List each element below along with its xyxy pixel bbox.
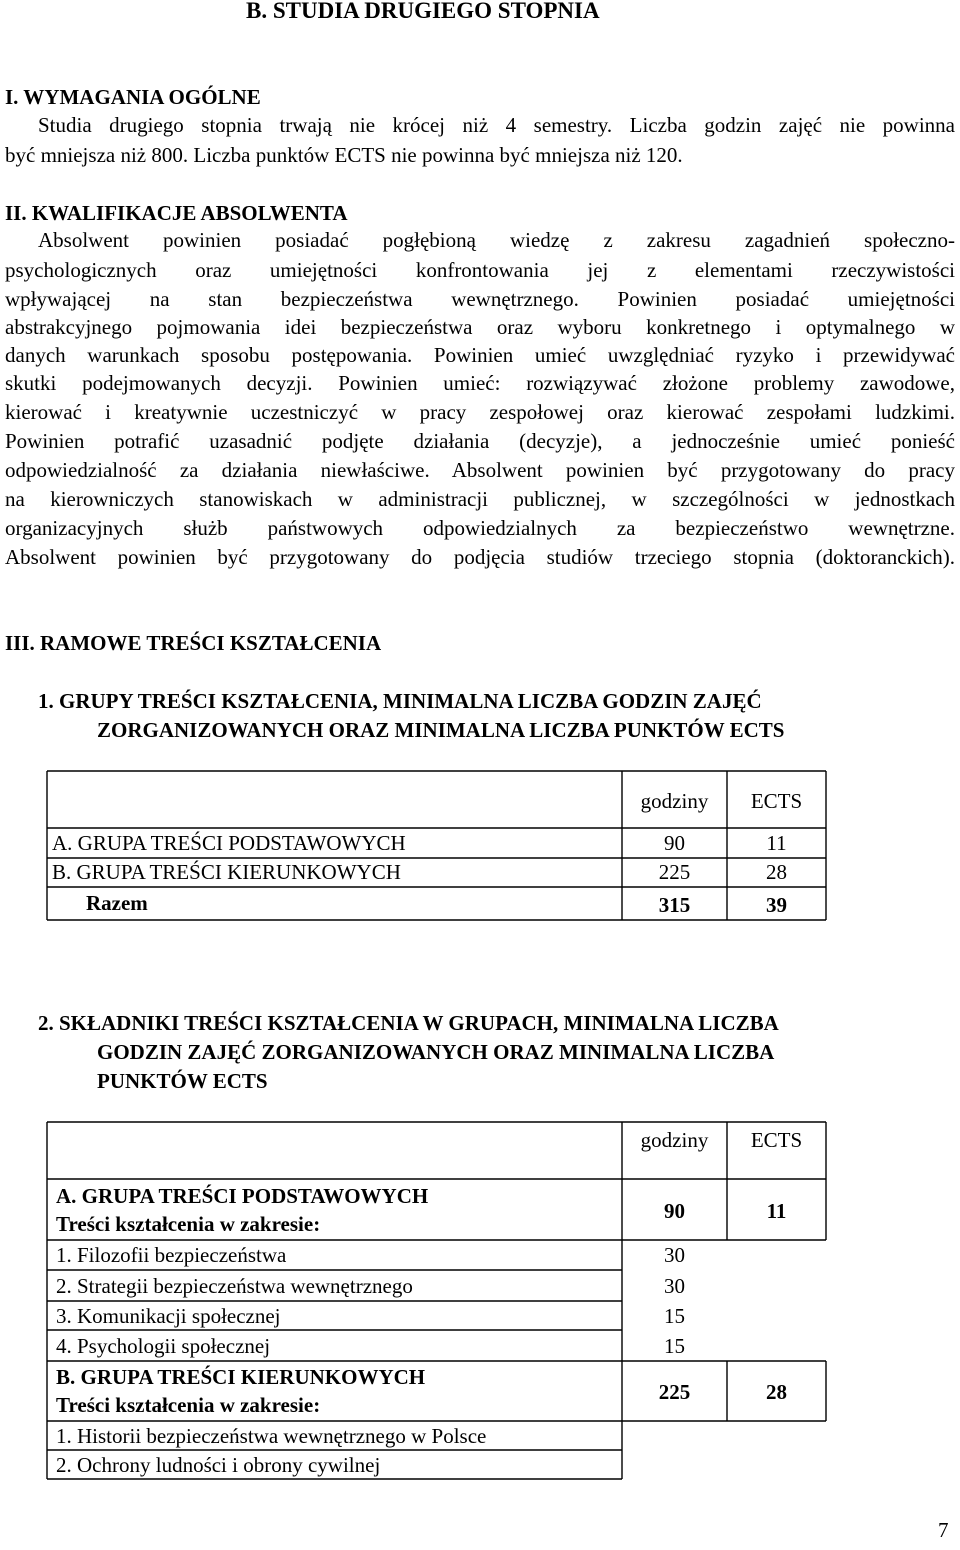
paragraph-line: Studia drugiego stopnia trwają nie krócej niż 4 semestry. Liczba godzin zajęć nie powinna <box>38 113 955 137</box>
subsection-heading-groups-cont: ZORGANIZOWANYCH ORAZ MINIMALNA LICZBA PUNKTÓW ECTS <box>97 718 785 742</box>
group-a-hours: 90 <box>664 1199 685 1223</box>
total-hours: 315 <box>658 893 691 917</box>
paragraph-line: skutki podejmowanych decyzji. Powinien umieć: rozwiązywać złożone problemy zawodowe, <box>5 371 955 395</box>
subsection-heading-components: 2. SKŁADNIKI TREŚCI KSZTAŁCENIA W GRUPACH, MINIMALNA LICZBA <box>38 1011 779 1035</box>
paragraph-line: organizacyjnych służb państwowych odpowiedzialnych za bezpieczeństwo wewnętrzne. <box>5 516 955 540</box>
table-row-label: A. GRUPA TREŚCI PODSTAWOWYCH <box>52 831 406 855</box>
list-item-hours: 30 <box>664 1243 685 1267</box>
column-header-hours: godziny <box>640 789 709 813</box>
section-heading-graduate-qualifications: II. KWALIFIKACJE ABSOLWENTA <box>5 201 348 225</box>
paragraph-line: na kierowniczych stanowiskach w administracji publicznej, w szczególności w jednostkach <box>5 487 955 511</box>
paragraph-line: Absolwent powinien posiadać pogłębioną wiedzę z zakresu zagadnień społeczno- <box>38 228 955 252</box>
total-row-label: Razem <box>86 891 148 915</box>
group-b-ects: 28 <box>766 1380 787 1404</box>
paragraph-line: kierować i kreatywnie uczestniczyć w pracy zespołowej oraz kierować zespołami ludzkimi. <box>5 400 955 424</box>
column-header-ects: ECTS <box>750 789 803 813</box>
table-cell-ects: 11 <box>766 831 787 855</box>
list-item: 1. Filozofii bezpieczeństwa <box>56 1243 287 1267</box>
paragraph-line: danych warunkach sposobu postępowania. Powinien umieć uwzględniać ryzyko i przewidywać <box>5 343 955 367</box>
list-item-hours: 30 <box>664 1274 685 1298</box>
page-number: 7 <box>938 1518 949 1542</box>
column-header-hours: godziny <box>640 1128 709 1152</box>
group-b-scope: Treści kształcenia w zakresie: <box>56 1393 321 1417</box>
subsection-heading-groups: 1. GRUPY TREŚCI KSZTAŁCENIA, MINIMALNA LICZBA GODZIN ZAJĘĆ <box>38 689 762 713</box>
list-item: 1. Historii bezpieczeństwa wewnętrznego w Polsce <box>56 1424 487 1448</box>
section-heading-curriculum-framework: III. RAMOWE TREŚCI KSZTAŁCENIA <box>5 631 382 655</box>
list-item-hours: 15 <box>664 1304 685 1328</box>
list-item: 2. Ochrony ludności i obrony cywilnej <box>56 1453 381 1477</box>
paragraph-line: psychologicznych oraz umiejętności konfrontowania jej z elementami rzeczywistości <box>5 258 955 282</box>
paragraph-line: odpowiedzialność za działania niewłaściwe. Absolwent powinien być przygotowany do pracy <box>5 458 955 482</box>
table-row-label: B. GRUPA TREŚCI KIERUNKOWYCH <box>52 860 401 884</box>
section-heading-general-requirements: I. WYMAGANIA OGÓLNE <box>5 85 261 109</box>
table-cell-hours: 90 <box>664 831 685 855</box>
paragraph-line: wpływającej na stan bezpieczeństwa wewnętrznego. Powinien posiadać umiejętności <box>5 287 955 311</box>
paragraph-line: Absolwent powinien być przygotowany do podjęcia studiów trzeciego stopnia (doktoranckich). <box>5 545 955 569</box>
group-a-scope: Treści kształcenia w zakresie: <box>56 1212 321 1236</box>
column-header-ects: ECTS <box>750 1128 803 1152</box>
list-item: 2. Strategii bezpieczeństwa wewnętrznego <box>56 1274 413 1298</box>
group-b-title: B. GRUPA TREŚCI KIERUNKOWYCH <box>56 1365 426 1389</box>
subsection-heading-components-cont: GODZIN ZAJĘĆ ZORGANIZOWANYCH ORAZ MINIMALNA LICZBA <box>97 1040 775 1064</box>
subsection-heading-components-cont2: PUNKTÓW ECTS <box>97 1069 268 1093</box>
list-item: 4. Psychologii społecznej <box>56 1334 271 1358</box>
paragraph-line: abstrakcyjnego pojmowania idei bezpieczeństwa oraz wyboru konkretnego i optymalnego w <box>5 315 955 339</box>
page-title: B. STUDIA DRUGIEGO STOPNIA <box>246 0 600 23</box>
table-cell-hours: 225 <box>658 860 691 884</box>
group-a-ects: 11 <box>766 1199 787 1223</box>
paragraph-line: Powinien potrafić uzasadnić podjęte działania (decyzje), a jednocześnie umieć ponieść <box>5 429 955 453</box>
table-cell-ects: 28 <box>766 860 787 884</box>
list-item: 3. Komunikacji społecznej <box>56 1304 281 1328</box>
list-item-hours: 15 <box>664 1334 685 1358</box>
group-a-title: A. GRUPA TREŚCI PODSTAWOWYCH <box>56 1184 429 1208</box>
paragraph-line: być mniejsza niż 800. Liczba punktów ECTS nie powinna być mniejsza niż 120. <box>5 143 683 167</box>
group-b-hours: 225 <box>658 1380 691 1404</box>
total-ects: 39 <box>766 893 787 917</box>
